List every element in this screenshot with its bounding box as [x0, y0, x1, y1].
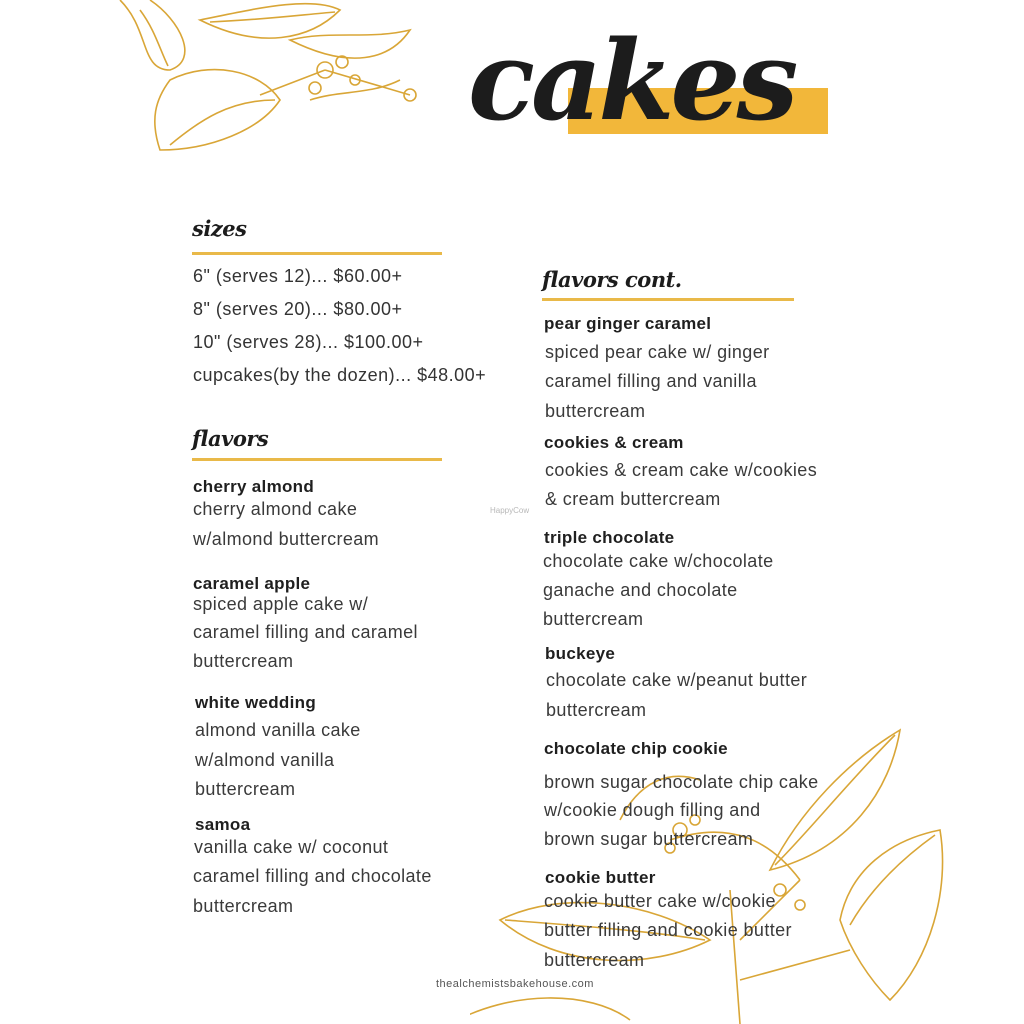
flavor-description: chocolate cake w/chocolate [543, 551, 774, 571]
flavor-description: butter filling and cookie butter [544, 920, 792, 940]
flavor-name: chocolate chip cookie [544, 739, 728, 758]
flavors-divider [192, 458, 442, 461]
flavor-description: buttercream [193, 651, 294, 671]
flavor-description: caramel filling and vanilla [545, 371, 757, 391]
flavor-description: chocolate cake w/peanut butter [546, 670, 808, 690]
flavor-name: triple chocolate [544, 528, 675, 547]
flavor-name: pear ginger caramel [544, 314, 712, 333]
flavor-description: & cream buttercream [545, 489, 721, 509]
sizes-divider [192, 252, 442, 255]
flavor-description: buttercream [543, 609, 644, 629]
flavor-description: caramel filling and chocolate [193, 866, 432, 886]
flavor-description: buttercream [195, 779, 296, 799]
flavor-name: samoa [195, 815, 251, 834]
footer-website: thealchemistsbakehouse.com [436, 978, 594, 990]
flavor-description: buttercream [546, 700, 647, 720]
sizes-heading: sizes [192, 216, 247, 241]
flavors-cont-heading: flavors cont. [542, 267, 682, 292]
flavors-heading: flavors [192, 426, 269, 451]
flavor-description: w/cookie dough filling and [544, 800, 761, 820]
flavor-description: cookies & cream cake w/cookies [545, 460, 818, 480]
flavor-description: almond vanilla cake [195, 720, 361, 740]
flavor-description: brown sugar buttercream [544, 829, 754, 849]
flavor-description: brown sugar chocolate chip cake [544, 772, 819, 792]
flavor-description: buttercream [193, 896, 294, 916]
flavor-description: cherry almond cake [193, 499, 358, 519]
flavor-description: buttercream [545, 401, 646, 421]
flavor-name: cookies & cream [544, 433, 684, 452]
flavor-description: ganache and chocolate [543, 580, 738, 600]
flavor-name: cherry almond [193, 477, 315, 496]
flavor-description: caramel filling and caramel [193, 622, 418, 642]
size-line: 6" (serves 12)... $60.00+ [193, 266, 403, 286]
page-title: cakes [468, 16, 795, 145]
flavor-name: cookie butter [545, 868, 656, 887]
flavor-name: caramel apple [193, 574, 311, 593]
flavor-description: w/almond vanilla [195, 750, 335, 770]
flavor-description: spiced apple cake w/ [193, 594, 369, 614]
flavors-cont-divider [542, 298, 794, 301]
flavor-description: cookie butter cake w/cookie [544, 891, 776, 911]
size-line: 8" (serves 20)... $80.00+ [193, 299, 403, 319]
size-line: cupcakes(by the dozen)... $48.00+ [193, 365, 487, 385]
flavor-name: white wedding [195, 693, 317, 712]
flavor-description: w/almond buttercream [193, 529, 380, 549]
size-line: 10" (serves 28)... $100.00+ [193, 332, 424, 352]
title-block [468, 16, 848, 170]
flavor-description: buttercream [544, 950, 645, 970]
flavor-description: spiced pear cake w/ ginger [545, 342, 770, 362]
flavor-name: buckeye [545, 644, 616, 663]
watermark: HappyCow [490, 506, 530, 515]
leaf-illustration-top-icon [110, 0, 470, 170]
flavor-description: vanilla cake w/ coconut [194, 837, 389, 857]
